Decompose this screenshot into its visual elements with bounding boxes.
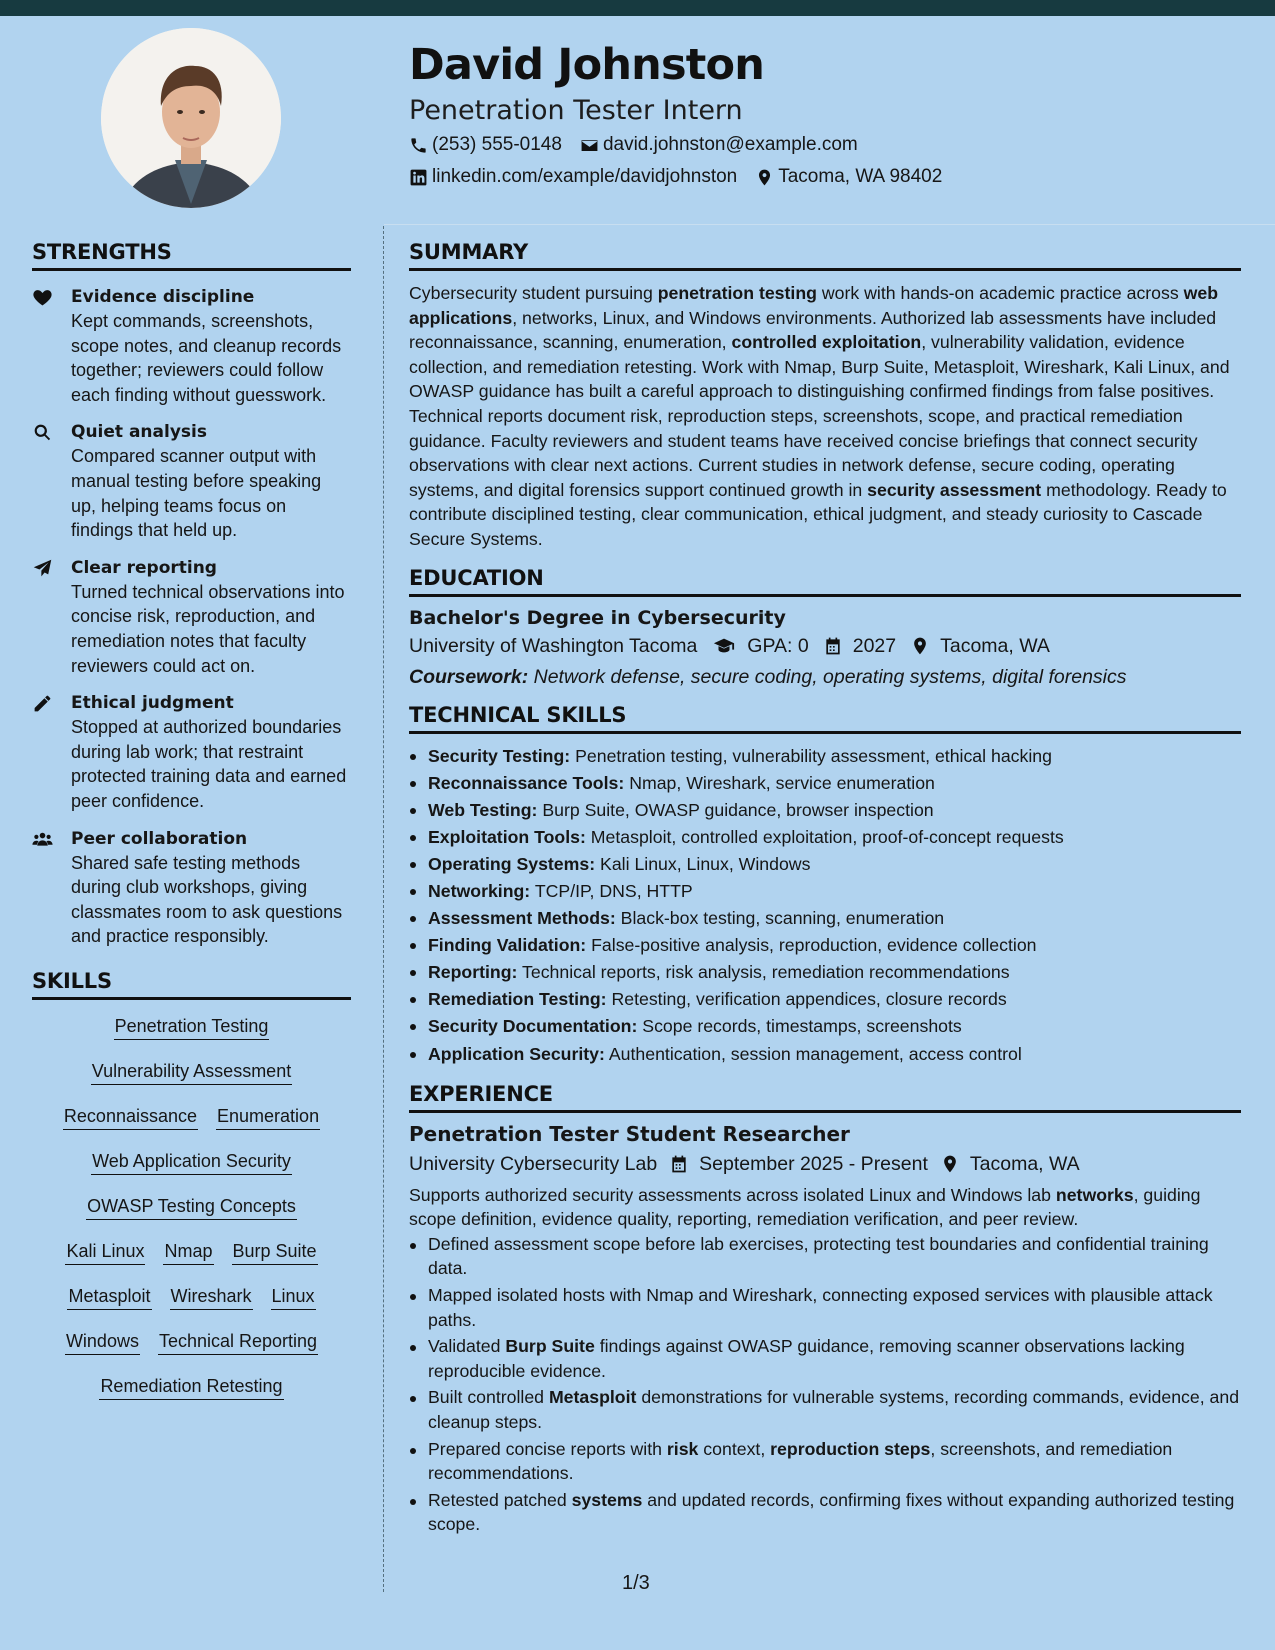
summary-text (409, 281, 1241, 552)
role-description (409, 1183, 1241, 1232)
technical-skill-item (409, 797, 1241, 824)
experience-bullet (409, 1437, 1241, 1486)
strength-item (32, 420, 351, 542)
technical-skill-item (409, 905, 1241, 932)
role-title: Penetration Tester Student Researcher (409, 1121, 850, 1146)
header-divider (384, 224, 1275, 225)
skill-values: False-positive analysis, reproduction, evidence collection (591, 935, 1037, 956)
linkedin-contact[interactable] (409, 166, 737, 188)
education-heading: EDUCATION (409, 566, 1241, 597)
experience-bullet (409, 1283, 1241, 1332)
skill-values: Nmap, Wireshark, service enumeration (629, 772, 935, 793)
text-run: , screenshots, and remediation recommendations. (428, 1438, 1173, 1484)
role-meta (409, 1153, 1241, 1176)
technical-skill-item (409, 932, 1241, 959)
skill-chip: Enumeration (216, 1103, 320, 1130)
experience-bullet (409, 1385, 1241, 1434)
skill-category: Remediation Testing: (428, 989, 607, 1010)
skills-row (54, 1103, 329, 1148)
skill-chip: Kali Linux (65, 1238, 145, 1265)
left-column (32, 240, 351, 1418)
envelope-icon (580, 136, 599, 155)
strength-body (71, 285, 351, 407)
phone-contact[interactable] (409, 134, 562, 156)
email-contact[interactable] (580, 134, 858, 156)
skill-values: Scope records, timestamps, screenshots (642, 1016, 962, 1037)
strength-description: Kept commands, screenshots, scope notes, and cleanup records together; reviewers could follow each finding without guesswork. (71, 311, 342, 405)
strength-item (32, 691, 351, 813)
strength-item (32, 285, 351, 407)
text-run: methodology. Ready to contribute disciplined testing, clear communication, ethical judgment, and steady curiosity to Cascade Secure Systems. (409, 479, 1227, 549)
text-run: , networks, Linux, and Windows environments. Authorized lab assessments have included reconnaissance, scanning, enumeration, (409, 307, 1217, 353)
contact-row-primary (409, 134, 876, 156)
strength-description: Compared scanner output with manual testing before speaking up, helping teams focus on findings that held up. (71, 446, 322, 541)
text-run: , vulnerability validation, evidence collection, and remediation retesting. Work with Nmap, Burp Suite, Metasploit, Wireshark, Kali Linux, and OWASP guidance has built a careful approach to distinguishing confirmed findings from false positives. Technical reports document risk, reproduction steps, screenshots, scope, and practical remediation guidance. Faculty reviewers and student teams have received concise briefings that connect security observations with clear next actions. Current studies in network defense, secure coding, operating systems, and digital forensics support continued growth in (409, 332, 1230, 500)
users-icon (32, 827, 71, 949)
strength-body (71, 556, 351, 678)
skill-values: Burp Suite, OWASP guidance, browser inspection (542, 799, 934, 820)
skills-row (82, 1148, 301, 1193)
skill-chip: Technical Reporting (158, 1328, 318, 1355)
graduation-year: 2027 (852, 634, 897, 657)
technical-skill-item (409, 770, 1241, 797)
skill-category: Networking: (428, 881, 531, 901)
text-run: demonstrations for vulnerable systems, recording commands, evidence, and cleanup steps. (428, 1387, 1240, 1432)
job-title: Penetration Tester Intern (409, 95, 743, 126)
linkedin-icon (409, 168, 428, 187)
emphasis-text: penetration testing (657, 283, 817, 303)
skill-values: Black-box testing, scanning, enumeration (620, 908, 945, 929)
heart-icon (32, 285, 71, 407)
skills-row (77, 1193, 306, 1238)
skill-category: Application Security: (428, 1043, 605, 1064)
strength-item (32, 556, 351, 678)
search-icon (32, 420, 71, 542)
emphasis-text: reproduction steps (770, 1438, 931, 1459)
emphasis-text: web applications (409, 283, 1219, 328)
emphasis-text: risk (666, 1438, 699, 1459)
education-location: Tacoma, WA (940, 634, 1050, 657)
experience-bullet (409, 1488, 1241, 1537)
page-number: 1/3 (622, 1572, 650, 1594)
skills-chips (32, 1013, 351, 1418)
phone-text: (253) 555-0148 (432, 134, 562, 155)
skill-chip: Wireshark (170, 1283, 253, 1310)
skill-category: Operating Systems: (428, 853, 596, 874)
strength-body (71, 827, 351, 949)
technical-skill-item (409, 959, 1241, 986)
skill-category: Security Documentation: (428, 1016, 638, 1037)
skills-row (82, 1058, 301, 1103)
organization-name: University Cybersecurity Lab (409, 1152, 658, 1175)
text-run: and updated records, confirming fixes without expanding authorized testing scope. (428, 1489, 1235, 1535)
calendar-icon (823, 636, 843, 656)
strengths-list (32, 285, 351, 949)
degree-title: Bachelor's Degree in Cybersecurity (409, 606, 786, 629)
role-dates: September 2025 - Present (699, 1152, 928, 1175)
skills-heading: SKILLS (32, 969, 351, 1000)
technical-skill-item (409, 824, 1241, 851)
skills-row (90, 1373, 292, 1418)
skill-chip: Nmap (163, 1238, 213, 1265)
strength-title: Ethical judgment (71, 693, 234, 714)
technical-skill-item (409, 986, 1241, 1013)
strength-description: Turned technical observations into concise risk, reproduction, and remediation notes that faculty reviewers could act on. (71, 581, 345, 676)
text-run: context, (698, 1438, 771, 1459)
skills-row (56, 1238, 326, 1283)
text-run: Retested patched (428, 1489, 572, 1510)
strength-body (71, 420, 351, 542)
coursework-label: Coursework: (409, 665, 529, 688)
skill-chip: Linux (271, 1283, 316, 1310)
skill-values: Technical reports, risk analysis, remediation recommendations (522, 962, 1010, 983)
skills-row (58, 1283, 324, 1328)
text-run: Built controlled (428, 1387, 549, 1408)
experience-bullets (409, 1232, 1241, 1537)
emphasis-text: controlled exploitation (731, 332, 922, 353)
skill-chip: Remediation Retesting (99, 1373, 283, 1400)
strength-title: Clear reporting (71, 557, 217, 578)
emphasis-text: Burp Suite (505, 1336, 595, 1357)
text-run: findings against OWASP guidance, removing scanner observations lacking reproducible evidence. (428, 1336, 1185, 1381)
coursework (409, 666, 1241, 689)
text-run: Supports authorized security assessments across isolated Linux and Windows lab (409, 1184, 1056, 1205)
paper-plane-icon (32, 556, 71, 678)
skill-values: Kali Linux, Linux, Windows (600, 853, 811, 874)
map-pin-icon (755, 168, 774, 187)
experience-heading: EXPERIENCE (409, 1082, 1241, 1113)
education-meta (409, 635, 1241, 658)
skill-chip: Web Application Security (91, 1148, 292, 1175)
text-run: Prepared concise reports with (428, 1438, 667, 1459)
graduation-cap-icon (711, 635, 737, 657)
location-text: Tacoma, WA 98402 (778, 166, 943, 187)
strength-title: Evidence discipline (71, 287, 255, 307)
emphasis-text: networks (1055, 1184, 1134, 1205)
top-accent-bar (0, 0, 1275, 16)
text-run: , guiding scope definition, evidence quality, reporting, remediation verification, and peer review. (409, 1184, 1201, 1230)
summary-heading: SUMMARY (409, 240, 1241, 271)
skill-category: Exploitation Tools: (428, 826, 586, 847)
emphasis-text: security assessment (867, 479, 1042, 500)
skill-values: Retesting, verification appendices, closure records (611, 989, 1007, 1010)
skills-row (105, 1013, 279, 1058)
experience-bullet (409, 1232, 1241, 1281)
strength-title: Peer collaboration (71, 828, 248, 849)
text-run: Mapped isolated hosts with Nmap and Wireshark, connecting exposed services with plausible attack paths. (428, 1285, 1213, 1330)
emphasis-text: Metasploit (548, 1387, 637, 1408)
skill-category: Security Testing: (428, 745, 571, 766)
skill-category: Finding Validation: (428, 935, 587, 956)
school-name: University of Washington Tacoma (409, 634, 698, 657)
text-run: Cybersecurity student pursuing (409, 283, 658, 303)
gpa-text: GPA: 0 (747, 634, 809, 657)
map-pin-icon (910, 636, 930, 656)
linkedin-text: linkedin.com/example/davidjohnston (432, 166, 738, 187)
skill-values: Authentication, session management, access control (608, 1043, 1022, 1064)
pencil-icon (32, 691, 71, 813)
strength-description: Stopped at authorized boundaries during lab work; that restraint protected training data and earned peer confidence. (71, 717, 347, 811)
skill-values: TCP/IP, DNS, HTTP (534, 881, 693, 901)
skill-chip: Burp Suite (232, 1238, 318, 1265)
contact-row-secondary (409, 166, 960, 188)
skill-chip: Penetration Testing (114, 1013, 270, 1040)
skill-category: Reconnaissance Tools: (428, 772, 625, 793)
text-run: Validated (428, 1336, 506, 1357)
skill-chip: Reconnaissance (63, 1103, 198, 1130)
email-text: david.johnston@example.com (602, 134, 858, 155)
technical-skill-item (409, 851, 1241, 878)
column-divider (383, 226, 384, 1592)
skills-row (56, 1328, 327, 1373)
calendar-icon (669, 1154, 689, 1174)
technical-skill-item (409, 1041, 1241, 1068)
emphasis-text: systems (571, 1489, 643, 1510)
role-location: Tacoma, WA (969, 1152, 1080, 1175)
skill-values: Penetration testing, vulnerability assessment, ethical hacking (575, 745, 1052, 766)
strengths-heading: STRENGTHS (32, 240, 351, 271)
technical-skill-item (409, 743, 1241, 770)
candidate-name: David Johnston (409, 40, 765, 90)
strength-title: Quiet analysis (71, 422, 207, 443)
strength-description: Shared safe testing methods during club workshops, giving classmates room to ask questions and practice responsibly. (71, 852, 343, 947)
skill-values: Metasploit, controlled exploitation, proof-of-concept requests (590, 826, 1064, 847)
technical-skills-list (409, 743, 1241, 1068)
skill-chip: Vulnerability Assessment (91, 1058, 292, 1085)
text-run: work with hands-on academic practice across (816, 283, 1184, 303)
location-contact (755, 166, 942, 188)
skill-chip: Windows (65, 1328, 140, 1355)
profile-photo (101, 28, 281, 208)
technical-skill-item (409, 1013, 1241, 1040)
technical-skills-heading: TECHNICAL SKILLS (409, 703, 1241, 734)
text-run: Defined assessment scope before lab exercises, protecting test boundaries and confidential training data. (428, 1233, 1209, 1279)
strength-item (32, 827, 351, 949)
experience-bullet (409, 1334, 1241, 1383)
skill-chip: OWASP Testing Concepts (86, 1193, 297, 1220)
coursework-text: Network defense, secure coding, operating systems, digital forensics (533, 665, 1127, 688)
strength-body (71, 691, 351, 813)
right-column (409, 240, 1241, 1539)
skill-category: Web Testing: (428, 799, 538, 820)
phone-icon (409, 136, 428, 155)
skill-category: Reporting: (428, 962, 518, 983)
skill-chip: Metasploit (67, 1283, 151, 1310)
skill-category: Assessment Methods: (428, 908, 616, 929)
technical-skill-item (409, 878, 1241, 905)
map-pin-icon (940, 1154, 960, 1174)
